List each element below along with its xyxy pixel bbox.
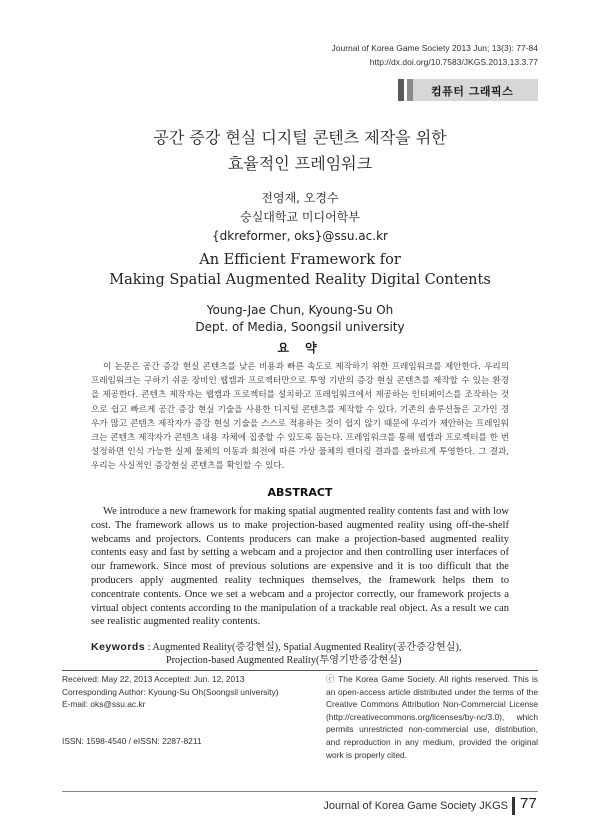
authors-english xyxy=(0,302,600,336)
section-badge xyxy=(413,79,538,101)
issn: ISSN: 1598-4540 / eISSN: 2287-8211 xyxy=(62,736,202,746)
title-english-line1: An Efficient Framework for xyxy=(199,252,401,268)
corresponding-email: E-mail: oks@ssu.ac.kr xyxy=(62,699,146,710)
title-english-line2: Making Spatial Augmented Reality Digital Contents xyxy=(109,272,491,288)
title-english xyxy=(0,250,600,290)
article-info xyxy=(62,673,312,711)
footer-divider xyxy=(62,670,538,671)
journal-footer: Journal of Korea Game Society JKGS xyxy=(323,800,508,812)
doi-link[interactable]: http://dx.doi.org/10.7583/JKGS.2013.13.3.77 xyxy=(369,57,538,67)
abstract-korean-heading: 요 약 xyxy=(277,341,323,355)
keywords xyxy=(91,641,521,667)
author-email: {dkreformer, oks}@ssu.ac.kr xyxy=(212,229,388,243)
section-badge-label: 컴퓨터 그래픽스 xyxy=(431,85,514,98)
corresponding-author: Corresponding Author: Kyoung-Su Oh(Soongsil university) xyxy=(62,686,279,697)
author-names-english: Young-Jae Chun, Kyoung-Su Oh xyxy=(206,303,394,317)
keywords-line2: Projection-based Augmented Reality(투영기반증강현실) xyxy=(166,655,402,666)
keywords-label: Keywords xyxy=(91,641,146,653)
abstract-korean-text: 이 논문은 공간 증강 현실 콘텐츠를 낮은 비용과 빠른 속도로 제작하기 위한 프레임워크를 제안한다. 우리의 프레임워크는 구하기 쉬운 장비인 웹캠과 프로젝터만으로 투영 기반의 증강 현실 콘텐츠를 제작할 수 있는 환경을 제공한다. 콘텐츠 제작자는 웹캠과 프로젝터를 설치하고 프레임워크에서 제공하는 인터페이스를 조작하는 것으로 쉽고 빠르게 공간 증강 현실 기술을 사용한 디지털 콘텐츠를 제작할 수 있다. 기존의 솔루션들은 고가인 경우가 많고 콘텐츠 제작자가 증강 현실 기술을 스스로 적용하는 것이 쉽지 않기 때문에 우리가 제안하는 프레임워크는 콘텐츠 제작자가 콘텐츠 내용 자체에 집중할 수 있도록 돕는다. 프레임워크를 통해 웹캠과 프로젝터를 한 번 설정하면 인식 가능한 실제 물체의 이동과 회전에 따른 가상 물체의 렌더링 결과를 올바르게 투영한다. 그 결과, 우리는 사실적인 증강현실 콘텐츠를 확인할 수 있다. xyxy=(91,362,509,472)
copyright-notice: ⓒ The Korea Game Society. All rights reserved. This is an open-access article distributed under the terms of the Creative Commons Attribution Non-Commercial License (http://creativecommons.org/licenses/by-nc/3.0), which permits unrestricted non-commercial use, distribution, and reproduction in any medium, provided the original work is properly cited. xyxy=(326,674,538,760)
title-korean xyxy=(0,125,600,177)
abstract-english xyxy=(91,505,509,629)
title-korean-line1: 공간 증강 현실 디지털 콘텐츠 제작을 위한 xyxy=(153,128,447,147)
title-korean-line2: 효율적인 프레임워크 xyxy=(227,154,373,173)
journal-citation: Journal of Korea Game Society 2013 Jun; 13(3): 77-84 xyxy=(331,43,538,53)
authors-korean xyxy=(0,189,600,246)
keywords-line1: : Augmented Reality(증강현실), Spatial Augmented Reality(공간증강현실), xyxy=(147,642,462,653)
abstract-english-heading: ABSTRACT xyxy=(267,486,333,499)
page-number: 77 xyxy=(520,795,537,812)
abstract-english-text: We introduce a new framework for making spatial augmented reality contents fast and with low cost. The framework allows us to make projection-based augmented reality using off-the-shelf webcams and projectors. Contents producers can make a projection-based augmented reality contents easy and fast by setting a webcam and a projector and then controlling user interfaces of our framework. Since most of previous solutions are expensive and it is too difficult that the producers apply augmented reality techniques themselves, the framework helps them to concentrate contents. Once we set a webcam and a projector correctly, our framework projects a virtual object contents according to the manipulation of a trackable real object. As a result we can see realistic augmented reality contents. xyxy=(91,506,509,628)
abstract-korean xyxy=(91,360,509,474)
affiliation-english: Dept. of Media, Soongsil university xyxy=(195,320,405,334)
received-date: Received: May 22, 2013 Accepted: Jun. 12, 2013 xyxy=(62,674,245,684)
section-badge-marker xyxy=(398,79,404,101)
page-footer-divider xyxy=(62,791,538,792)
author-names-korean: 전영재, 오경수 xyxy=(261,191,339,205)
page-number-separator xyxy=(512,797,515,815)
affiliation-korean: 숭실대학교 미디어학부 xyxy=(240,210,360,224)
